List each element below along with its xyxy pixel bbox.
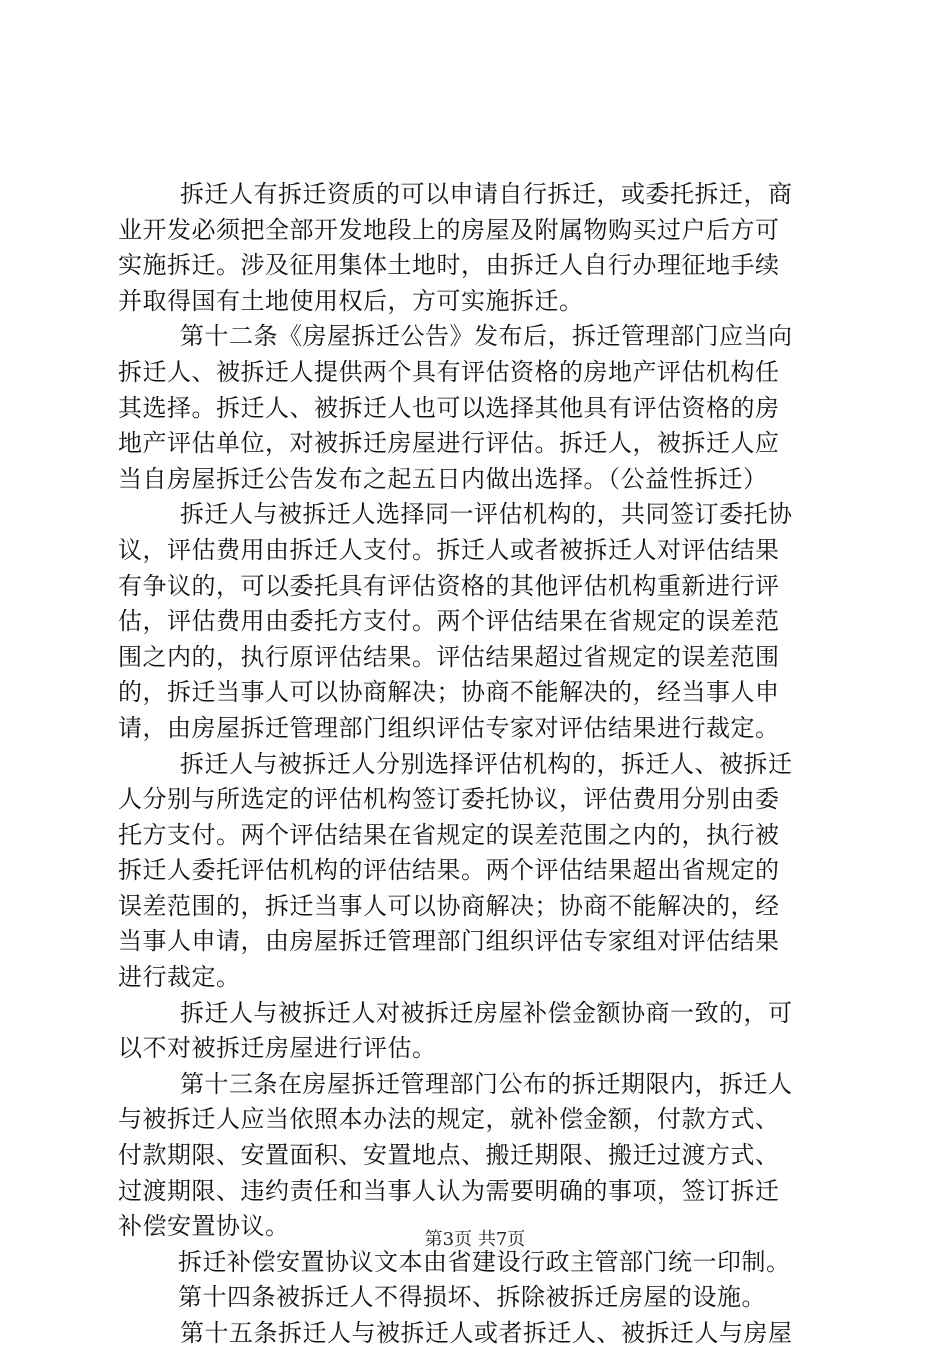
page-number-label: 第3页 共7页	[424, 1229, 526, 1250]
paragraph-line: 当事人申请，由房屋拆迁管理部门组织评估专家组对评估结果	[118, 927, 780, 956]
paragraph-line: 第十二条《房屋拆迁公告》发布后，拆迁管理部门应当向	[180, 322, 793, 351]
paragraph-line: 第十四条被拆迁人不得损坏、拆除被拆迁房屋的设施。	[178, 1283, 766, 1312]
paragraph-line: 第十五条拆迁人与被拆迁人或者拆迁人、被拆迁人与房屋	[180, 1319, 793, 1347]
paragraph-line: 其选择。拆迁人、被拆迁人也可以选择其他具有评估资格的房	[118, 393, 780, 422]
paragraph-line: 与被拆迁人应当依照本办法的规定，就补偿金额，付款方式、	[118, 1105, 780, 1134]
paragraph-line: 进行裁定。	[118, 963, 241, 992]
paragraph-line: 并取得国有土地使用权后，方可实施拆迁。	[118, 286, 584, 315]
paragraph-line: 请，由房屋拆迁管理部门组织评估专家对评估结果进行裁定。	[118, 713, 780, 742]
paragraph-line: 拆迁人委托评估机构的评估结果。两个评估结果超出省规定的	[118, 856, 780, 885]
paragraph-line: 人分别与所选定的评估机构签订委托协议，评估费用分别由委	[118, 785, 780, 814]
paragraph-line: 地产评估单位，对被拆迁房屋进行评估。拆迁人，被拆迁人应	[118, 429, 780, 458]
paragraph-line: 过渡期限、违约责任和当事人认为需要明确的事项，签订拆迁	[118, 1176, 780, 1205]
paragraph-line: 第十三条在房屋拆迁管理部门公布的拆迁期限内，拆迁人	[180, 1069, 793, 1098]
paragraph-line: 拆迁人有拆迁资质的可以申请自行拆迁，或委托拆迁，商	[180, 180, 793, 208]
document-body	[118, 177, 838, 1352]
paragraph-line: 实施拆迁。涉及征用集体土地时，由拆迁人自行办理征地手续	[118, 251, 780, 280]
paragraph-line: 有争议的，可以委托具有评估资格的其他评估机构重新进行评	[118, 571, 780, 600]
paragraph-line: 业开发必须把全部开发地段上的房屋及附属物购买过户后方可	[118, 215, 780, 244]
paragraph-line: 的，拆迁当事人可以协商解决；协商不能解决的，经当事人申	[118, 678, 780, 707]
paragraph-line: 补偿安置协议。	[118, 1212, 290, 1241]
paragraph-line: 拆迁人与被拆迁人选择同一评估机构的，共同签订委托协	[180, 500, 793, 529]
paragraph-line: 议，评估费用由拆迁人支付。拆迁人或者被拆迁人对评估结果	[118, 535, 780, 564]
paragraph-line: 围之内的，执行原评估结果。评估结果超过省规定的误差范围	[118, 642, 780, 671]
paragraph-line: 拆迁补偿安置协议文本由省建设行政主管部门统一印制。	[178, 1247, 791, 1276]
paragraph-line: 付款期限、安置面积、安置地点、搬迁期限、搬迁过渡方式、	[118, 1141, 780, 1170]
paragraph-line: 当自房屋拆迁公告发布之起五日内做出选择。（公益性拆迁）	[118, 464, 768, 493]
paragraph-line: 误差范围的，拆迁当事人可以协商解决；协商不能解决的，经	[118, 891, 780, 920]
paragraph-line: 拆迁人、被拆迁人提供两个具有评估资格的房地产评估机构任	[118, 357, 780, 386]
paragraph-line: 拆迁人与被拆迁人分别选择评估机构的，拆迁人、被拆迁	[180, 749, 793, 778]
paragraph-line: 以不对被拆迁房屋进行评估。	[118, 1034, 437, 1063]
page-footer	[0, 1226, 950, 1254]
paragraph-line: 拆迁人与被拆迁人对被拆迁房屋补偿金额协商一致的，可	[180, 998, 793, 1027]
paragraph-line: 估，评估费用由委托方支付。两个评估结果在省规定的误差范	[118, 607, 780, 636]
paragraph-line: 托方支付。两个评估结果在省规定的误差范围之内的，执行被	[118, 820, 780, 849]
